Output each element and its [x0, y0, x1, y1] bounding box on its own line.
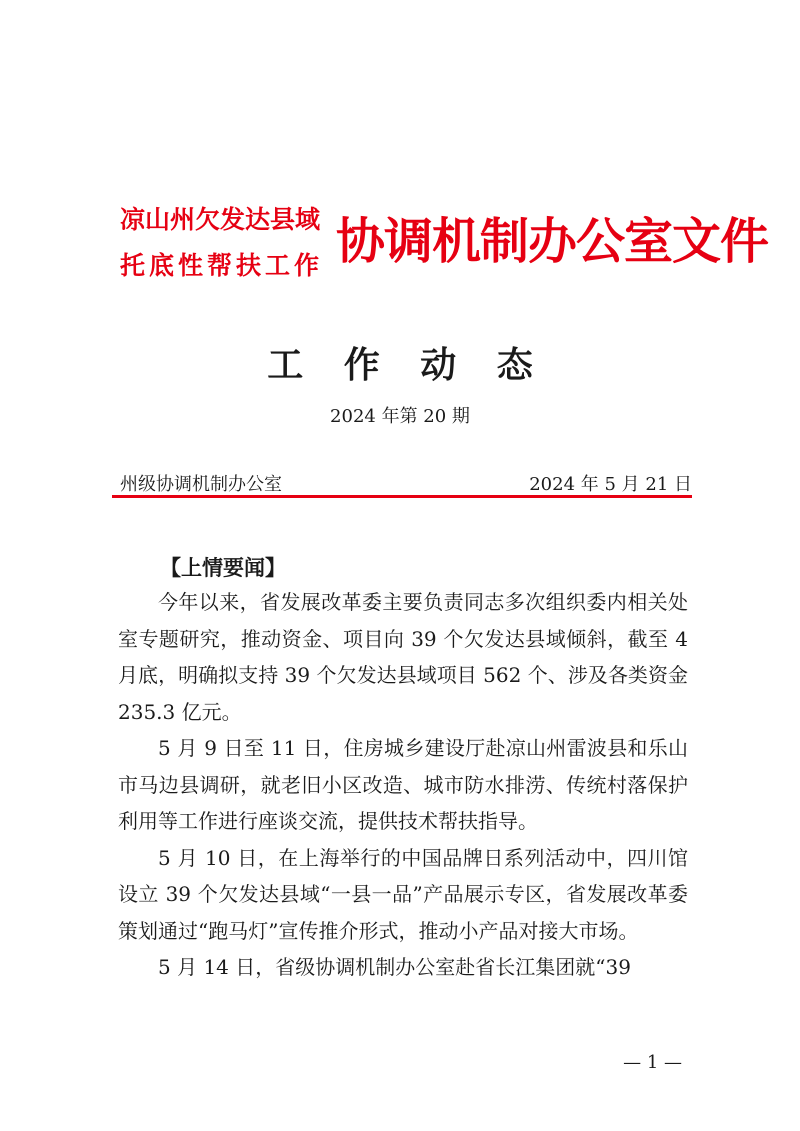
issue-date: 2024 年 5 月 21 日: [529, 474, 692, 495]
issuing-office: 州级协调机制办公室: [120, 474, 282, 495]
document-type-title: 协调机制办公室文件: [336, 212, 769, 270]
paragraph: 5 月 10 日，在上海举行的中国品牌日系列活动中，四川馆设立 39 个欠发达县域“一县一品”产品展示专区，省发展改革委策划通过“跑马灯”宣传推介形式，推动小产品对接大市场。: [118, 845, 688, 943]
bulletin-title: 工 作 动 态: [267, 344, 547, 386]
body-text: [118, 584, 688, 986]
document-header: [110, 198, 769, 288]
paragraph: 5 月 14 日，省级协调机制办公室赴省长江集团就“39: [158, 955, 631, 979]
page-number: — 1 —: [623, 1052, 682, 1073]
red-divider-line: [112, 495, 692, 498]
issuing-org-line-2: 托底性帮扶工作: [120, 251, 324, 280]
section-heading: 【上情要闻】: [160, 556, 286, 580]
paragraph: 今年以来，省发展改革委主要负责同志多次组织委内相关处室专题研究，推动资金、项目向 39 个欠发达县域倾斜，截至 4 月底，明确拟支持 39 个欠发达县域项目 562 个、涉及各类资金 235.3 亿元。: [118, 590, 688, 724]
issue-number: 2024 年第 20 期: [330, 406, 470, 427]
issuing-org-line-1: 凉山州欠发达县域: [120, 205, 321, 234]
paragraph: 5 月 9 日至 11 日，住房城乡建设厅赴凉山州雷波县和乐山市马边县调研，就老旧小区改造、城市防水排涝、传统村落保护利用等工作进行座谈交流，提供技术帮扶指导。: [118, 736, 688, 833]
